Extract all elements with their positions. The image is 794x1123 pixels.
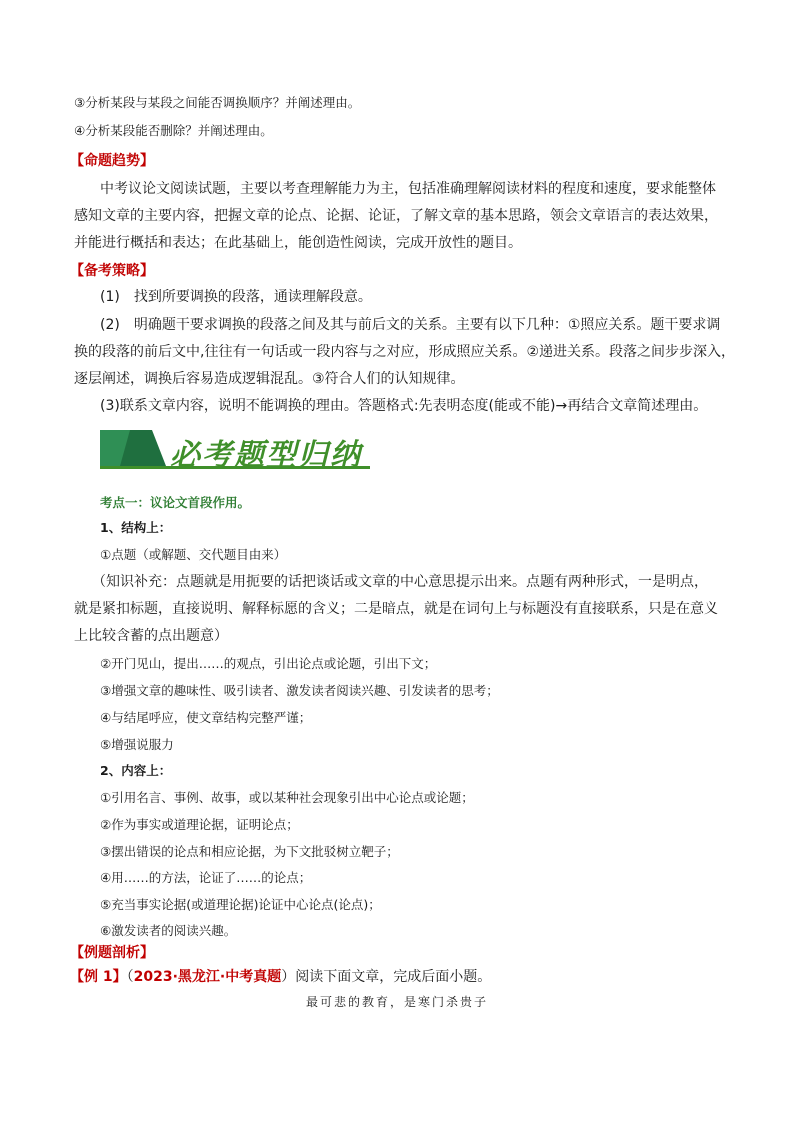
content-heading: 2、内容上： [100, 763, 172, 778]
banner-title: 必考题型归纳 [170, 438, 362, 473]
trend-line-2: 感知文章的主要内容，把握文章的论点、论据、论证，了解文章的基本思路，领会文章语言的表达效果， [74, 208, 718, 224]
content-item-3: ③摆出错误的论点和相应论据，为下文批驳树立靶子； [100, 844, 399, 859]
trend-line-3: 并能进行概括和表达；在此基础上，能创造性阅读，完成开放性的题目。 [74, 235, 522, 251]
structure-item-5: ②开门见山，提出……的观点，引出论点或论题，引出下文； [100, 656, 437, 671]
structure-item-2: （知识补充：点题就是用扼要的话把谈话或文章的中心意思提示出来。点题有两种形式，一是明点， [92, 574, 708, 590]
content-item-2: ②作为事实或道理论据，证明论点； [100, 817, 299, 832]
source-open: （ [126, 969, 134, 985]
example-instruction: 阅读下面文章，完成后面小题。 [295, 969, 492, 985]
structure-heading: 1、结构上： [100, 520, 172, 535]
strategy-line-2: (2) 明确题干要求调换的段落之间及其与前后文的关系。主要有以下几种：①照应关系。题干要求调 [100, 317, 721, 333]
content-item-5: ⑤充当事实论据(或道理论据)论证中心论点(论点)； [100, 897, 381, 912]
content-item-4: ④用……的方法，论证了……的论点； [100, 870, 312, 885]
structure-item-6: ③增强文章的趣味性、吸引读者、激发读者阅读兴趣、引发读者的思考； [100, 683, 499, 698]
source-close: ） [281, 969, 296, 985]
content-item-1: ①引用名言、事例、故事，或以某种社会现象引出中心论点或论题； [100, 790, 474, 805]
structure-item-3: 就是紧扣标题，直接说明、解释标愿的含义；二是暗点，就是在词句上与标题没有直接联系，只是在意义 [74, 601, 718, 617]
strategy-line-1: (1) 找到所要调换的段落，通读理解段意。 [100, 289, 372, 305]
point1-heading: 考点一：议论文首段作用。 [100, 495, 251, 510]
example-source: 2023·黑龙江·中考真题 [133, 969, 282, 985]
content-item-6: ⑥激发读者的阅读兴趣。 [100, 923, 237, 938]
section-banner [100, 428, 370, 473]
strategy-heading: 【备考策略】 [70, 263, 154, 279]
item-3: ③分析某段与某段之间能否调换顺序？并阐述理由。 [74, 95, 361, 110]
trend-line-1: 中考议论文阅读试题，主要以考查理解能力为主，包括准确理解阅读材料的程度和速度，要求能整体 [100, 181, 716, 197]
structure-item-1: ①点题（或解题、交代题目由来） [100, 547, 287, 562]
example-label: 【例 1】 [70, 969, 127, 985]
example-heading: 【例题剖析】 [70, 945, 154, 961]
example-line [70, 968, 491, 986]
page-footer: 最可悲的教育，是寒门杀贵子 [306, 995, 489, 1009]
strategy-line-4: 逐层阐述，调换后容易造成逻辑混乱。③符合人们的认知规律。 [74, 371, 465, 387]
strategy-line-3: 换的段落的前后文中,往往有一句话或一段内容与之对应，形成照应关系。②递进关系。段落之间步步深入， [74, 344, 735, 360]
item-4: ④分析某段能否删除？并阐述理由。 [74, 123, 273, 138]
structure-item-7: ④与结尾呼应，使文章结构完整严谨； [100, 710, 312, 725]
trend-heading: 【命题趋势】 [70, 153, 154, 169]
structure-item-4: 上比较含蓄的点出题意） [74, 628, 228, 644]
structure-item-8: ⑤增强说服力 [100, 737, 174, 752]
strategy-line-5: (3)联系文章内容，说明不能调换的理由。答题格式:先表明态度(能或不能)→再结合文章简述理由。 [100, 398, 708, 414]
